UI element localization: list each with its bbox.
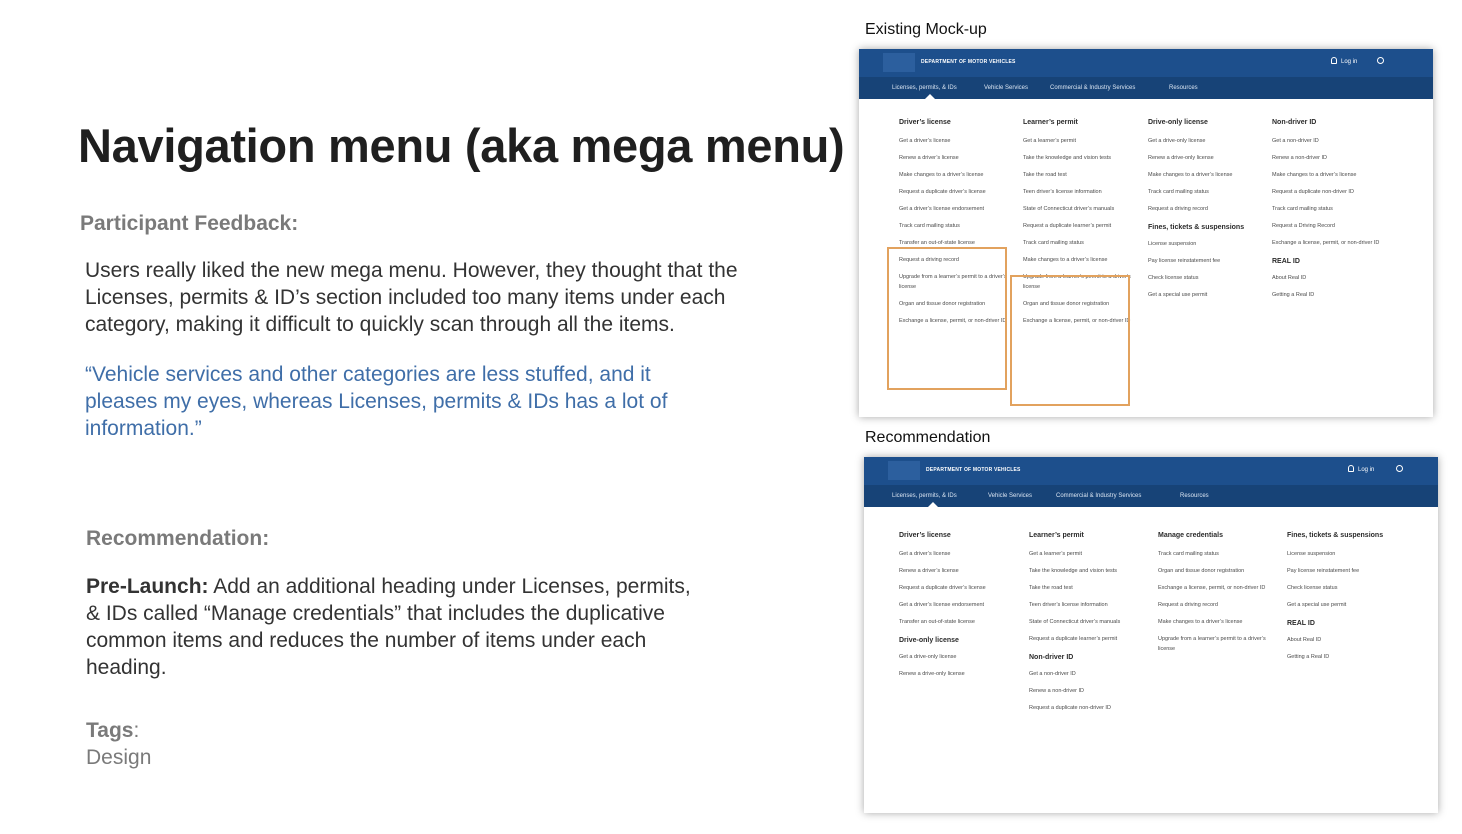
search-icon[interactable]: [1396, 465, 1403, 472]
menu-link[interactable]: Get a non-driver ID: [1272, 138, 1319, 144]
nav-vehicle-services[interactable]: Vehicle Services: [984, 85, 1029, 91]
menu-link[interactable]: Make changes to a driver’s license: [1148, 172, 1233, 178]
menu-heading: REAL ID: [1287, 620, 1315, 627]
menu-link[interactable]: Exchange a license, permit, or non-driver ID: [1158, 585, 1266, 591]
feedback-label: Participant Feedback:: [80, 212, 299, 235]
menu-link[interactable]: Get a driver’s license: [899, 138, 951, 144]
dmv-logo: [888, 461, 920, 480]
recommendation-body: Add an additional heading under Licenses, permits, & IDs called “Manage credentials” that includes the duplicative common items and reduces the number of items under each heading.: [86, 575, 691, 679]
menu-link[interactable]: Renew a drive-only license: [899, 671, 965, 677]
existing-mockup-caption: Existing Mock-up: [865, 21, 987, 38]
menu-link[interactable]: Organ and tissue donor registration: [1023, 301, 1110, 307]
menu-link[interactable]: Exchange a license, permit, or non-driver ID: [899, 318, 1007, 324]
menu-heading: Driver’s license: [899, 532, 951, 539]
menu-link[interactable]: Get a special use permit: [1148, 292, 1208, 298]
login-link[interactable]: Log in: [1331, 57, 1357, 65]
highlight-duplicates-drivers-license: [887, 247, 1007, 390]
menu-link[interactable]: Make changes to a driver’s license: [1158, 619, 1243, 625]
menu-link[interactable]: State of Connecticut driver’s manuals: [1023, 206, 1115, 212]
menu-heading: Non-driver ID: [1272, 119, 1317, 126]
menu-link[interactable]: Make changes to a driver’s license: [899, 172, 984, 178]
feedback-text: Users really liked the new mega menu. However, they thought that the Licenses, permits & ID’s section included too many items under each category, making it difficult to quickly scan through all the items.: [85, 259, 738, 336]
mock-nav: [864, 485, 1438, 507]
menu-column-drive-only-license: [1148, 119, 1256, 307]
mock-header: [859, 49, 1433, 77]
menu-link[interactable]: Take the road test: [1029, 585, 1073, 591]
menu-link[interactable]: Get a driver’s license endorsement: [899, 602, 985, 608]
nav-resources[interactable]: Resources: [1169, 85, 1198, 91]
nav-resources[interactable]: Resources: [1180, 493, 1209, 499]
nav-licenses[interactable]: Licenses, permits, & IDs: [892, 85, 957, 91]
menu-link[interactable]: Renew a drive-only license: [1148, 155, 1214, 161]
menu-link[interactable]: Get a driver’s license: [899, 551, 951, 557]
menu-column-driver-s-license: [899, 532, 1007, 686]
prelaunch-label: Pre-Launch:: [86, 575, 209, 598]
menu-link[interactable]: Get a learner’s permit: [1029, 551, 1082, 557]
menu-link[interactable]: Transfer an out-of-state license: [899, 240, 975, 246]
menu-link[interactable]: Take the knowledge and vision tests: [1029, 568, 1118, 574]
menu-link[interactable]: Request a duplicate learner’s permit: [1023, 223, 1112, 229]
menu-link[interactable]: Request a driving record: [1158, 602, 1218, 608]
menu-heading: Learner’s permit: [1029, 532, 1084, 539]
login-link[interactable]: Log in: [1348, 465, 1374, 473]
menu-link[interactable]: Get a driver’s license endorsement: [899, 206, 985, 212]
menu-link[interactable]: Take the knowledge and vision tests: [1023, 155, 1112, 161]
tags-label: Tags:: [86, 719, 140, 742]
menu-link[interactable]: Get a special use permit: [1287, 602, 1347, 608]
menu-link[interactable]: Transfer an out-of-state license: [899, 619, 975, 625]
menu-heading: Drive-only license: [899, 637, 959, 644]
nav-commercial[interactable]: Commercial & Industry Services: [1050, 85, 1136, 91]
menu-heading: Learner’s permit: [1023, 119, 1078, 126]
mock-nav: [859, 77, 1433, 99]
menu-link[interactable]: Upgrade from a learner’s permit to a driver’s license: [1023, 274, 1131, 290]
menu-link[interactable]: Get a non-driver ID: [1029, 671, 1076, 677]
menu-heading: Fines, tickets & suspensions: [1148, 224, 1245, 231]
menu-link[interactable]: Teen driver’s license information: [1023, 189, 1102, 195]
person-icon: [1348, 465, 1354, 472]
menu-link[interactable]: State of Connecticut driver’s manuals: [1029, 619, 1121, 625]
menu-link[interactable]: Pay license reinstatement fee: [1148, 258, 1221, 264]
menu-column-learner-s-permit: [1029, 532, 1137, 720]
search-icon[interactable]: [1377, 57, 1384, 64]
menu-link[interactable]: Track card mailing status: [1272, 206, 1333, 212]
menu-link[interactable]: License suspension: [1148, 241, 1197, 247]
menu-link[interactable]: About Real ID: [1272, 275, 1307, 281]
nav-vehicle-services[interactable]: Vehicle Services: [988, 493, 1033, 499]
page-title: Navigation menu (aka mega menu): [78, 119, 845, 172]
menu-link[interactable]: Organ and tissue donor registration: [1158, 568, 1245, 574]
menu-link[interactable]: Exchange a license, permit, or non-driver ID: [1272, 240, 1380, 246]
menu-link[interactable]: Get a drive-only license: [1148, 138, 1206, 144]
menu-link[interactable]: Getting a Real ID: [1287, 654, 1330, 660]
menu-link[interactable]: Request a duplicate driver’s license: [899, 189, 986, 195]
nav-active-indicator: [928, 502, 938, 507]
menu-link[interactable]: Request a duplicate learner’s permit: [1029, 636, 1118, 642]
menu-heading: Non-driver ID: [1029, 654, 1074, 661]
dmv-logo: [883, 53, 915, 72]
menu-link[interactable]: Take the road test: [1023, 172, 1067, 178]
menu-link[interactable]: Check license status: [1148, 275, 1199, 281]
menu-link[interactable]: Exchange a license, permit, or non-driver ID: [1023, 318, 1131, 324]
menu-heading: Fines, tickets & suspensions: [1287, 532, 1384, 539]
dept-name: DEPARTMENT OF MOTOR VEHICLES: [921, 59, 1016, 65]
menu-heading: Manage credentials: [1158, 532, 1223, 539]
menu-column-non-driver-id: [1272, 119, 1380, 307]
menu-link[interactable]: License suspension: [1287, 551, 1336, 557]
recommendation-text: [86, 573, 696, 681]
menu-link[interactable]: Request a duplicate non-driver ID: [1029, 705, 1111, 711]
menu-link[interactable]: Request a driving record: [1148, 206, 1208, 212]
tag-design: Design: [86, 746, 152, 769]
nav-licenses[interactable]: Licenses, permits, & IDs: [892, 493, 957, 499]
menu-link[interactable]: Get a learner’s permit: [1023, 138, 1076, 144]
menu-link[interactable]: Track card mailing status: [1158, 551, 1219, 557]
menu-link[interactable]: Organ and tissue donor registration: [899, 301, 986, 307]
menu-link[interactable]: Get a drive-only license: [899, 654, 957, 660]
dept-name: DEPARTMENT OF MOTOR VEHICLES: [926, 467, 1021, 473]
menu-heading: Drive-only license: [1148, 119, 1208, 126]
menu-link[interactable]: Track card mailing status: [899, 223, 960, 229]
menu-heading: REAL ID: [1272, 258, 1300, 265]
existing-mockup-screenshot: [859, 49, 1433, 417]
menu-link[interactable]: Upgrade from a learner’s permit to a driver’s license: [899, 274, 1007, 290]
menu-heading: Driver’s license: [899, 119, 951, 126]
menu-link[interactable]: Track card mailing status: [1023, 240, 1084, 246]
menu-link[interactable]: Request a Driving Record: [1272, 223, 1335, 229]
recommendation-caption: Recommendation: [865, 429, 991, 446]
menu-link[interactable]: Track card mailing status: [1148, 189, 1209, 195]
mock-header: [864, 457, 1438, 485]
menu-column-manage-credentials: [1158, 532, 1266, 661]
menu-link[interactable]: About Real ID: [1287, 637, 1322, 643]
menu-link[interactable]: Make changes to a driver’s license: [1023, 257, 1108, 263]
menu-link[interactable]: Teen driver’s license information: [1029, 602, 1108, 608]
highlight-duplicates-learners-permit: [1010, 275, 1130, 406]
menu-link[interactable]: Upgrade from a learner’s permit to a driver’s license: [1158, 636, 1266, 652]
menu-link[interactable]: Pay license reinstatement fee: [1287, 568, 1360, 574]
menu-column-fines-tickets-suspensions: [1287, 532, 1395, 669]
menu-link[interactable]: Request a driving record: [899, 257, 959, 263]
nav-commercial[interactable]: Commercial & Industry Services: [1056, 493, 1142, 499]
menu-link[interactable]: Make changes to a driver’s license: [1272, 172, 1357, 178]
recommendation-label: Recommendation:: [86, 527, 270, 550]
person-icon: [1331, 57, 1337, 64]
menu-link[interactable]: Renew a driver’s license: [899, 155, 959, 161]
menu-link[interactable]: Renew a non-driver ID: [1272, 155, 1328, 161]
menu-link[interactable]: Renew a driver’s license: [899, 568, 959, 574]
menu-link[interactable]: Request a duplicate non-driver ID: [1272, 189, 1354, 195]
menu-link[interactable]: Request a duplicate driver’s license: [899, 585, 986, 591]
participant-quote: “Vehicle services and other categories are less stuffed, and it pleases my eyes, whereas Licenses, permits & IDs has a lot of information.”: [85, 363, 668, 440]
menu-link[interactable]: Getting a Real ID: [1272, 292, 1315, 298]
menu-link[interactable]: Renew a non-driver ID: [1029, 688, 1085, 694]
nav-active-indicator: [925, 94, 935, 99]
menu-link[interactable]: Check license status: [1287, 585, 1338, 591]
recommendation-mockup-screenshot: [864, 457, 1438, 813]
